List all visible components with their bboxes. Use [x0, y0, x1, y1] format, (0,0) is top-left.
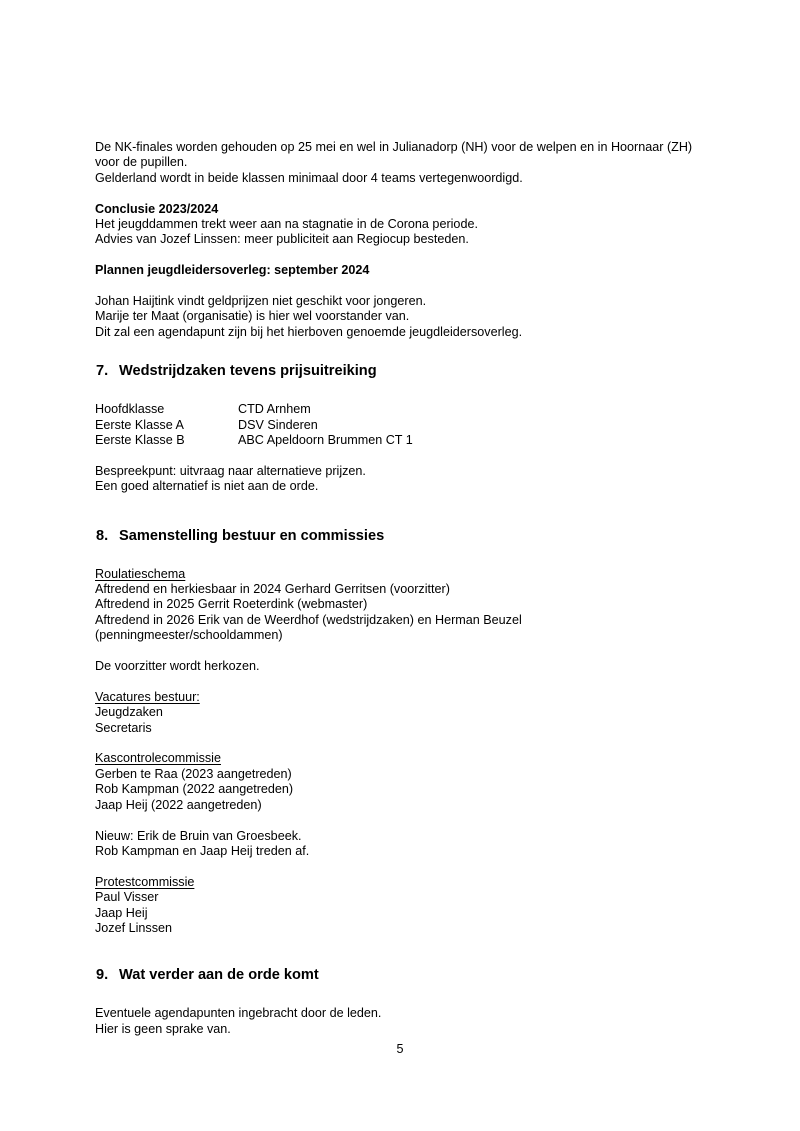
spacer [95, 448, 707, 463]
team-cell: DSV Sinderen [238, 417, 318, 432]
section-9-heading [96, 966, 707, 984]
plannen-heading: Plannen jeugdleidersoverleg: september 2024 [95, 263, 370, 278]
conclusie-line-1: Het jeugddammen trekt weer aan na stagnatie in de Corona periode. [95, 217, 478, 232]
roulatieschema-line-1: Aftredend en herkiesbaar in 2024 Gerhard Gerritsen (voorzitter) [95, 582, 450, 597]
spacer [95, 813, 707, 828]
team-cell: CTD Arnhem [238, 402, 311, 417]
spacer [95, 495, 707, 527]
spacer [95, 984, 707, 1006]
conclusie-heading: Conclusie 2023/2024 [95, 201, 219, 216]
kascontrole-change-1: Nieuw: Erik de Bruin van Groesbeek. [95, 828, 302, 843]
page-number: 5 [396, 1042, 404, 1056]
spacer [95, 674, 707, 689]
roulatieschema-line-3: Aftredend in 2026 Erik van de Weerdhof (wedstrijdzaken) en Herman Beuzel (penningmeester/schooldammen) [95, 612, 522, 643]
spacer [95, 736, 707, 751]
protest-line-2: Jaap Heij [95, 905, 148, 920]
vacatures-line-1: Jeugdzaken [95, 705, 163, 720]
table-row [95, 402, 413, 417]
protest-line-1: Paul Visser [95, 890, 159, 905]
intro-paragraph-2 [95, 171, 707, 186]
vacatures-heading: Vacatures bestuur: [95, 689, 200, 704]
kascontrole-line-2: Rob Kampman (2022 aangetreden) [95, 782, 294, 797]
plannen-line-2: Marije ter Maat (organisatie) is hier wel voorstander van. [95, 309, 410, 324]
wedstrijdzaken-table [95, 402, 413, 448]
vacatures-line-2: Secretaris [95, 720, 152, 735]
intro-paragraph [95, 140, 707, 171]
roulatieschema-line-2: Aftredend in 2025 Gerrit Roeterdink (webmaster) [95, 597, 368, 612]
spacer [95, 644, 707, 659]
spacer [95, 859, 707, 874]
protestcommissie-heading: Protestcommissie [95, 874, 195, 889]
section-9-title: Wat verder aan de orde komt [119, 967, 319, 984]
plannen-line-3: Dit zal een agendapunt zijn bij het hierboven genoemde jeugdleidersoverleg. [95, 324, 523, 339]
klasse-cell: Eerste Klasse A [95, 417, 184, 432]
kascontrole-line-1: Gerben te Raa (2023 aangetreden) [95, 766, 292, 781]
spacer [95, 340, 707, 362]
table-row [95, 433, 413, 448]
team-cell: ABC Apeldoorn Brummen CT 1 [238, 433, 413, 448]
intro-line-1: De NK-finales worden gehouden op 25 mei en wel in Julianadorp (NH) voor de welpen en in Hoornaar (ZH) voor de pupillen. [95, 140, 693, 170]
kascontrole-change-2: Rob Kampman en Jaap Heij treden af. [95, 843, 310, 858]
spacer [95, 186, 707, 201]
table-row [95, 418, 413, 433]
spacer [95, 936, 707, 966]
plannen-line-1: Johan Haijtink vindt geldprijzen niet geschikt voor jongeren. [95, 294, 427, 309]
spacer [95, 248, 707, 263]
conclusie-line-2: Advies van Jozef Linssen: meer publiciteit aan Regiocup besteden. [95, 232, 469, 247]
protest-line-3: Jozef Linssen [95, 920, 173, 935]
klasse-cell: Eerste Klasse B [95, 433, 185, 448]
section-8-number: 8. [96, 527, 109, 544]
spacer [95, 545, 707, 567]
bespreekpunt-line-2: Een goed alternatief is niet aan de orde. [95, 479, 319, 494]
section-8-title: Samenstelling bestuur en commissies [119, 527, 385, 544]
roulatieschema-heading: Roulatieschema [95, 566, 186, 581]
intro-line-2: Gelderland wordt in beide klassen minimaal door 4 teams vertegenwoordigd. [95, 170, 523, 185]
spacer [95, 380, 707, 402]
section-7-number: 7. [96, 363, 109, 380]
spacer [95, 279, 707, 294]
document-body [95, 140, 707, 1037]
kascontrolecommissie-heading: Kascontrolecommissie [95, 751, 221, 766]
section-9-line-2: Hier is geen sprake van. [95, 1021, 231, 1036]
voorzitter-line: De voorzitter wordt herkozen. [95, 659, 260, 674]
section-7-title: Wedstrijdzaken tevens prijsuitreiking [119, 363, 377, 380]
section-9-number: 9. [96, 967, 109, 984]
klasse-cell: Hoofdklasse [95, 402, 165, 417]
section-8-heading [96, 527, 707, 545]
kascontrole-line-3: Jaap Heij (2022 aangetreden) [95, 797, 262, 812]
bespreekpunt-line-1: Bespreekpunt: uitvraag naar alternatieve prijzen. [95, 463, 366, 478]
section-9-line-1: Eventuele agendapunten ingebracht door de leden. [95, 1006, 382, 1021]
section-7-heading [96, 362, 707, 380]
